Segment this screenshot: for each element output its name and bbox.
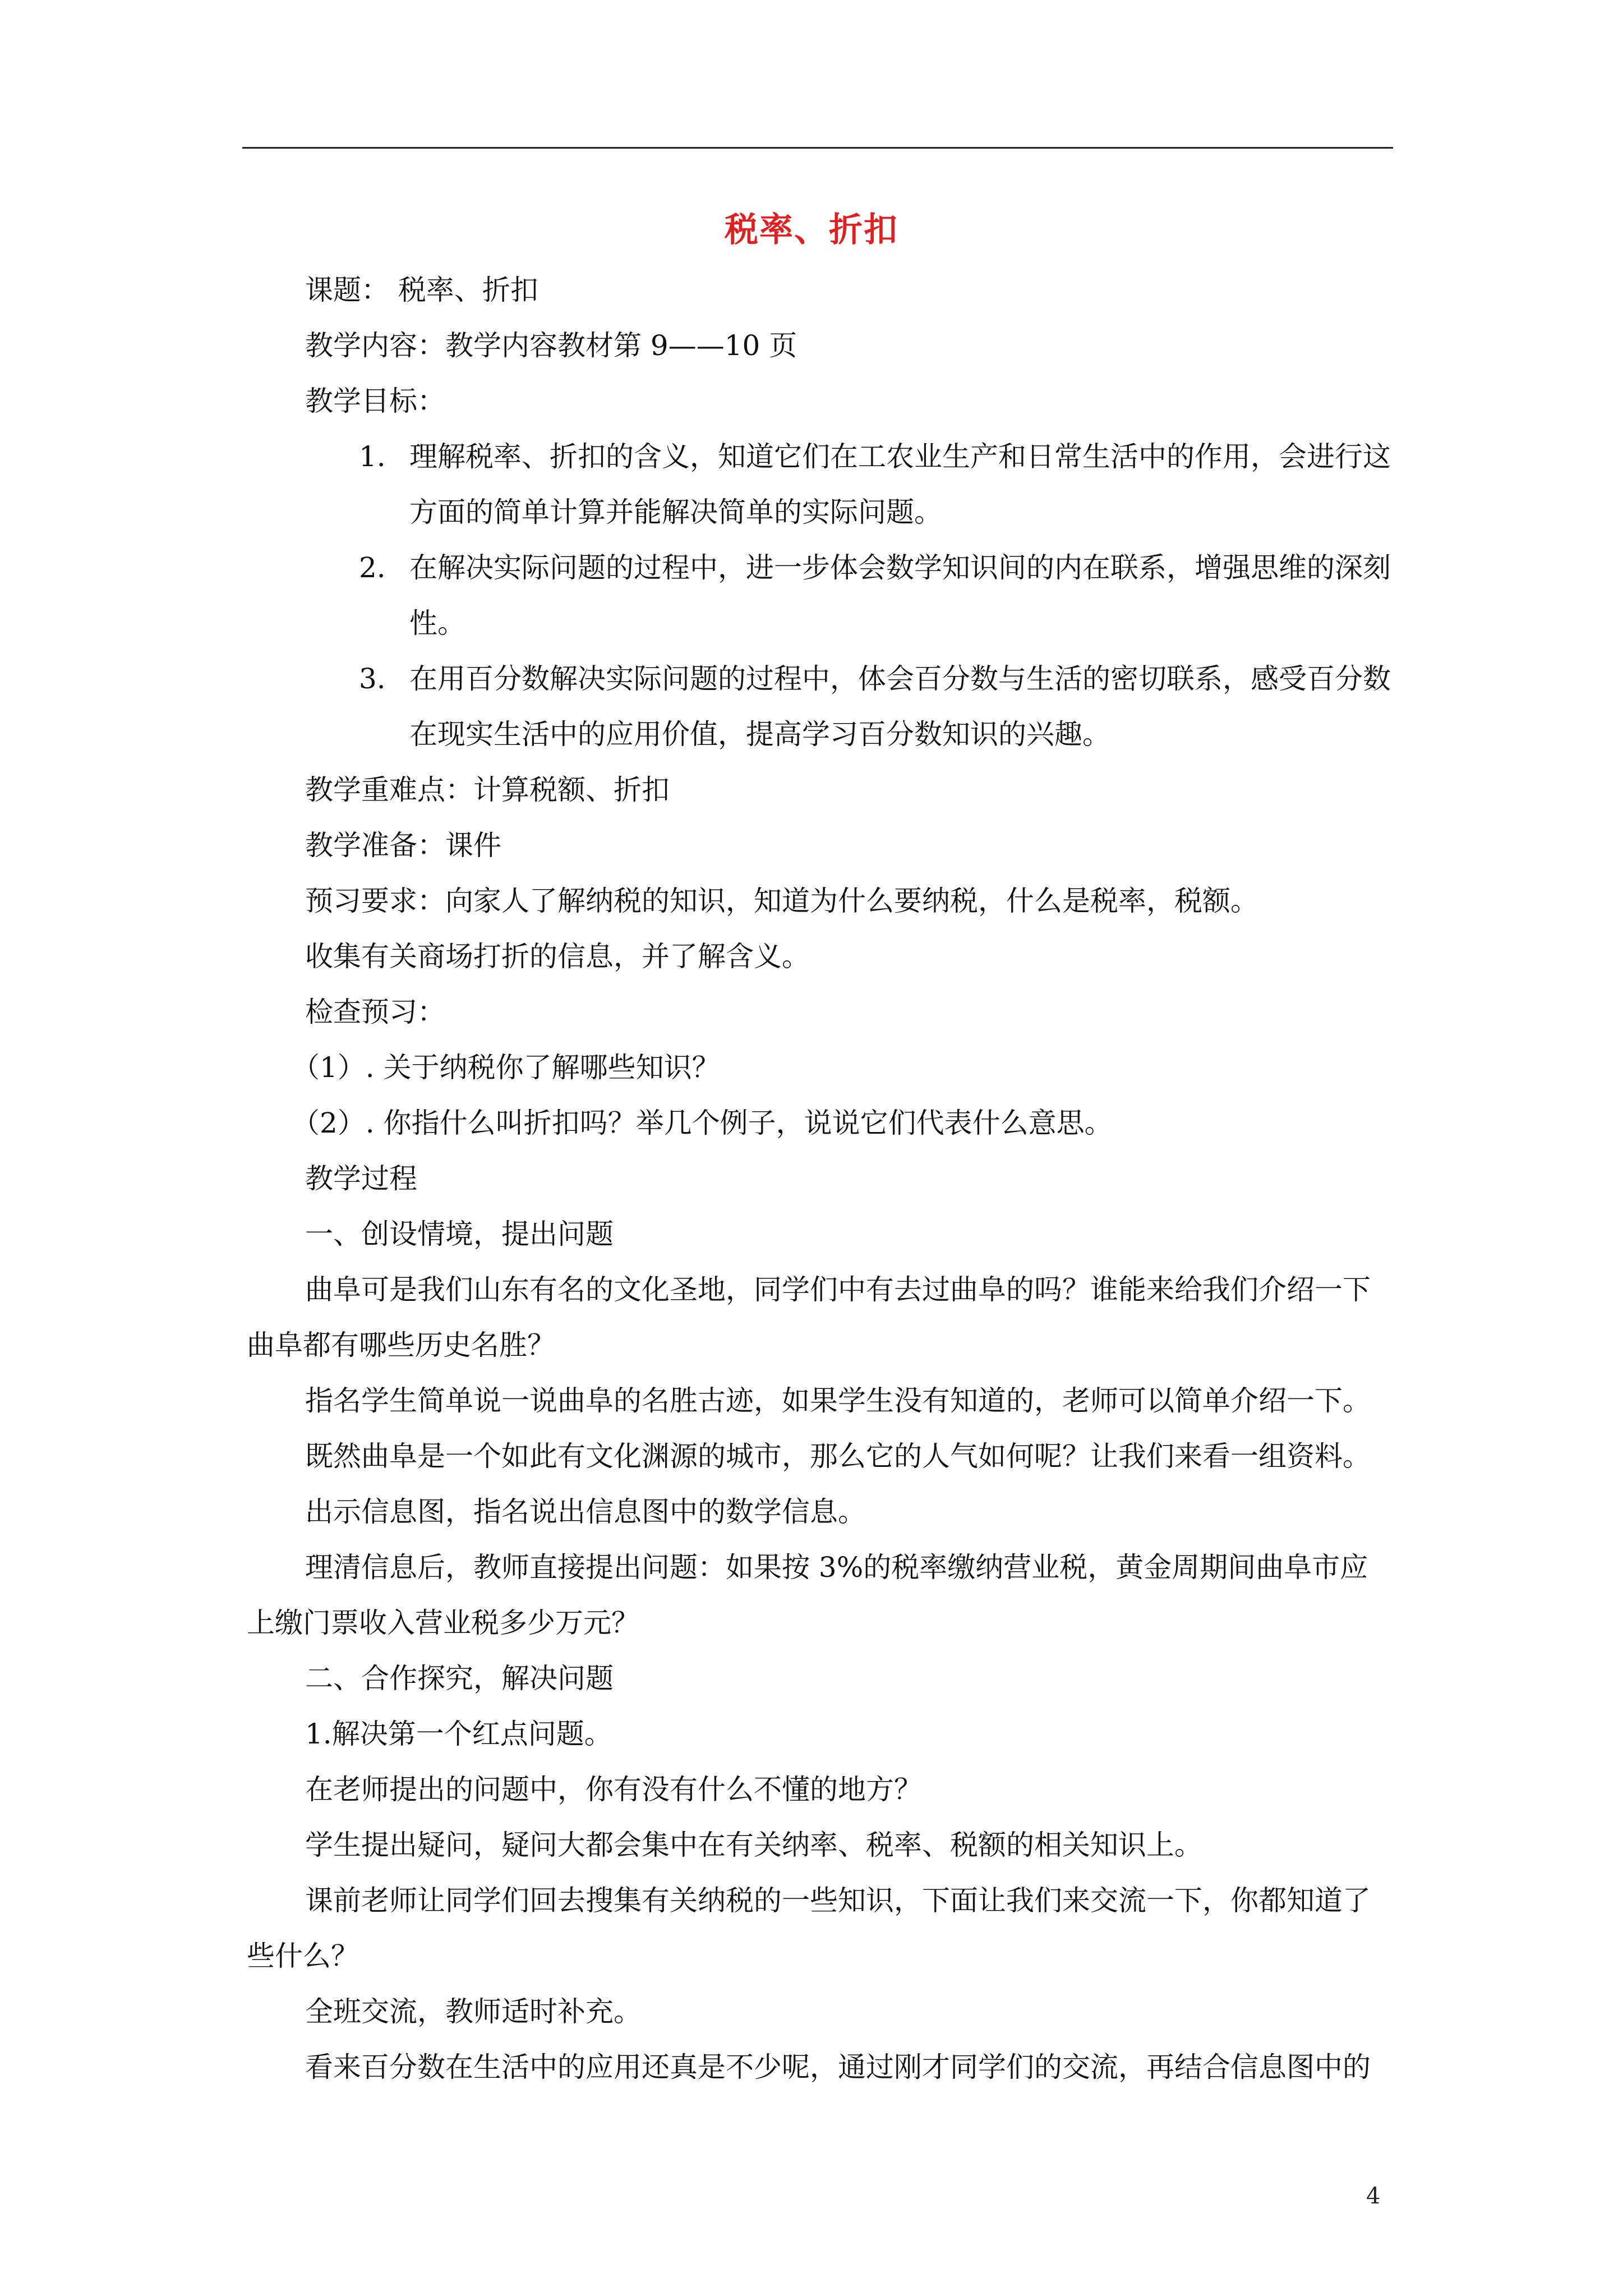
subsection-heading: 1.解决第一个红点问题。 — [305, 1718, 612, 1750]
objective-item — [359, 540, 1391, 651]
section-heading-1: 一、创设情境，提出问题 — [305, 1218, 614, 1250]
header-rule — [242, 147, 1393, 149]
objective-text: 理解税率、折扣的含义，知道它们在工农业生产和日常生活中的作用，会进行这方面的简单计算并能解决简单的实际问题。 — [409, 440, 1391, 528]
document-title: 税率、折扣 — [725, 210, 898, 250]
objective-item — [359, 651, 1391, 762]
key-points: 教学重难点：计算税额、折扣 — [305, 774, 670, 806]
body-paragraph: 理清信息后，教师直接提出问题：如果按 3%的税率缴纳营业税，黄金周期间曲阜市应上缴门票收入营业税多少万元？ — [247, 1551, 1368, 1639]
preview-requirement: 预习要求：向家人了解纳税的知识，知道为什么要纳税，什么是税率，税额。 — [305, 885, 1258, 917]
objective-item — [359, 429, 1391, 540]
document-body — [247, 263, 1391, 2095]
check-question-2: （2）. 你指什么叫折扣吗？举几个例子，说说它们代表什么意思。 — [292, 1107, 1113, 1139]
body-paragraph: 曲阜可是我们山东有名的文化圣地，同学们中有去过曲阜的吗？谁能来给我们介绍一下曲阜都有哪些历史名胜？ — [247, 1273, 1371, 1361]
teaching-objectives-heading: 教学目标： — [305, 385, 445, 417]
objective-number: 2. — [359, 551, 386, 584]
body-paragraph: 全班交流，教师适时补充。 — [305, 1995, 642, 2028]
lesson-topic: 课题： 税率、折扣 — [305, 274, 538, 306]
page-number: 4 — [1366, 2183, 1381, 2209]
body-paragraph: 在老师提出的问题中，你有没有什么不懂的地方？ — [305, 1773, 922, 1806]
body-paragraph: 出示信息图，指名说出信息图中的数学信息。 — [305, 1496, 866, 1528]
check-question-1: （1）. 关于纳税你了解哪些知识？ — [292, 1051, 720, 1084]
objective-number: 1. — [359, 440, 386, 473]
objective-text: 在解决实际问题的过程中，进一步体会数学知识间的内在联系，增强思维的深刻性。 — [409, 551, 1391, 639]
body-paragraph: 学生提出疑问，疑问大都会集中在有关纳率、税率、税额的相关知识上。 — [305, 1829, 1202, 1861]
body-paragraph: 既然曲阜是一个如此有文化渊源的城市，那么它的人气如何呢？让我们来看一组资料。 — [305, 1440, 1371, 1473]
section-heading-2: 二、合作探究，解决问题 — [305, 1662, 614, 1695]
preview-requirement-2: 收集有关商场打折的信息，并了解含义。 — [305, 940, 810, 973]
body-paragraph: 看来百分数在生活中的应用还真是不少呢，通过刚才同学们的交流，再结合信息图中的 — [305, 2051, 1371, 2083]
teaching-content: 教学内容：教学内容教材第 9——10 页 — [305, 329, 797, 362]
teaching-preparation: 教学准备：课件 — [305, 829, 501, 862]
body-paragraph: 课前老师让同学们回去搜集有关纳税的一些知识，下面让我们来交流一下，你都知道了些什么？ — [247, 1884, 1371, 1972]
body-paragraph: 指名学生简单说一说曲阜的名胜古迹，如果学生没有知道的，老师可以简单介绍一下。 — [305, 1384, 1371, 1417]
teaching-process-heading: 教学过程 — [305, 1162, 417, 1195]
objective-number: 3. — [359, 662, 386, 695]
check-preview-heading: 检查预习： — [305, 996, 445, 1028]
objective-text: 在用百分数解决实际问题的过程中，体会百分数与生活的密切联系，感受百分数在现实生活中的应用价值，提高学习百分数知识的兴趣。 — [409, 662, 1391, 751]
